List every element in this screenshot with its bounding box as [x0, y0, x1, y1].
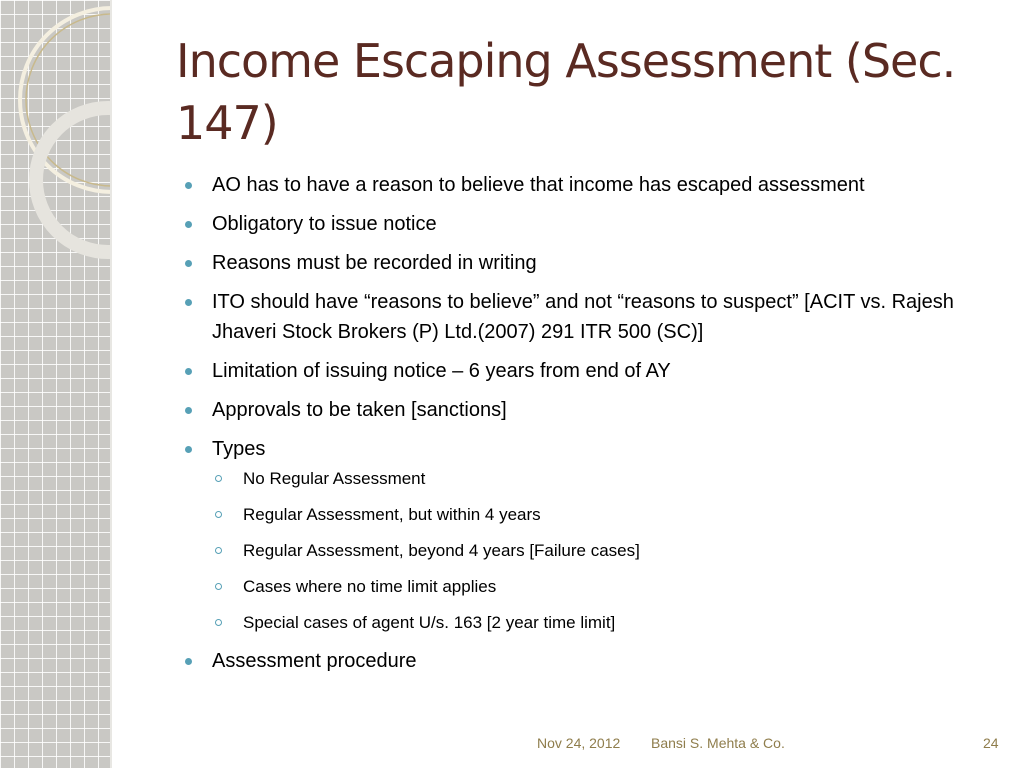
- sub-bullet-list: [212, 466, 985, 636]
- bullet-icon: [185, 407, 192, 414]
- bullet-item: [185, 287, 985, 347]
- footer-company: Bansi S. Mehta & Co.: [651, 735, 785, 751]
- bullet-icon: [185, 182, 192, 189]
- bullet-icon: [185, 368, 192, 375]
- bullet-item-types: [185, 434, 985, 636]
- bullet-item: [185, 170, 985, 200]
- sidebar-circles-decoration: [0, 0, 112, 768]
- sub-bullet-item: [212, 538, 985, 564]
- page-number: 24: [983, 735, 999, 751]
- bullet-text: Approvals to be taken [sanctions]: [212, 399, 507, 421]
- bullet-icon: [185, 221, 192, 228]
- bullet-text: Reasons must be recorded in writing: [212, 252, 537, 274]
- sub-bullet-item: [212, 466, 985, 492]
- bullet-text: Assessment procedure: [212, 650, 417, 672]
- sub-bullet-text: No Regular Assessment: [243, 469, 426, 488]
- bullet-text: Types: [212, 438, 266, 460]
- bullet-text: ITO should have “reasons to believe” and not “reasons to suspect” [ACIT vs. Rajesh Jhaveri Stock Brokers (P) Ltd.(2007) 291 ITR 500 (SC)]: [212, 291, 954, 343]
- footer-date: Nov 24, 2012: [537, 735, 621, 751]
- bullet-item: [185, 209, 985, 239]
- bullet-text: Limitation of issuing notice – 6 years from end of AY: [212, 360, 671, 382]
- slide-title: Income Escaping Assessment (Sec. 147): [176, 34, 956, 150]
- hollow-circle-icon: [215, 619, 222, 626]
- sub-bullet-item: [212, 610, 985, 636]
- bullet-icon: [185, 260, 192, 267]
- bullet-text: AO has to have a reason to believe that income has escaped assessment: [212, 174, 865, 196]
- hollow-circle-icon: [215, 583, 222, 590]
- bullet-text: Obligatory to issue notice: [212, 213, 437, 235]
- sub-bullet-item: [212, 502, 985, 528]
- bullet-icon: [185, 299, 192, 306]
- bullet-item: [185, 248, 985, 278]
- bullet-item: [185, 395, 985, 425]
- bullet-icon: [185, 446, 192, 453]
- decorative-sidebar: [0, 0, 112, 768]
- bullet-item: [185, 356, 985, 386]
- hollow-circle-icon: [215, 475, 222, 482]
- sub-bullet-text: Special cases of agent U/s. 163 [2 year time limit]: [243, 613, 616, 632]
- sub-bullet-text: Cases where no time limit applies: [243, 577, 497, 596]
- slide-content: [185, 170, 985, 685]
- bullet-icon: [185, 658, 192, 665]
- bullet-list: [185, 170, 985, 676]
- hollow-circle-icon: [215, 547, 222, 554]
- sub-bullet-text: Regular Assessment, beyond 4 years [Failure cases]: [243, 541, 640, 560]
- sub-bullet-text: Regular Assessment, but within 4 years: [243, 505, 541, 524]
- bullet-item: [185, 646, 985, 676]
- hollow-circle-icon: [215, 511, 222, 518]
- sub-bullet-item: [212, 574, 985, 600]
